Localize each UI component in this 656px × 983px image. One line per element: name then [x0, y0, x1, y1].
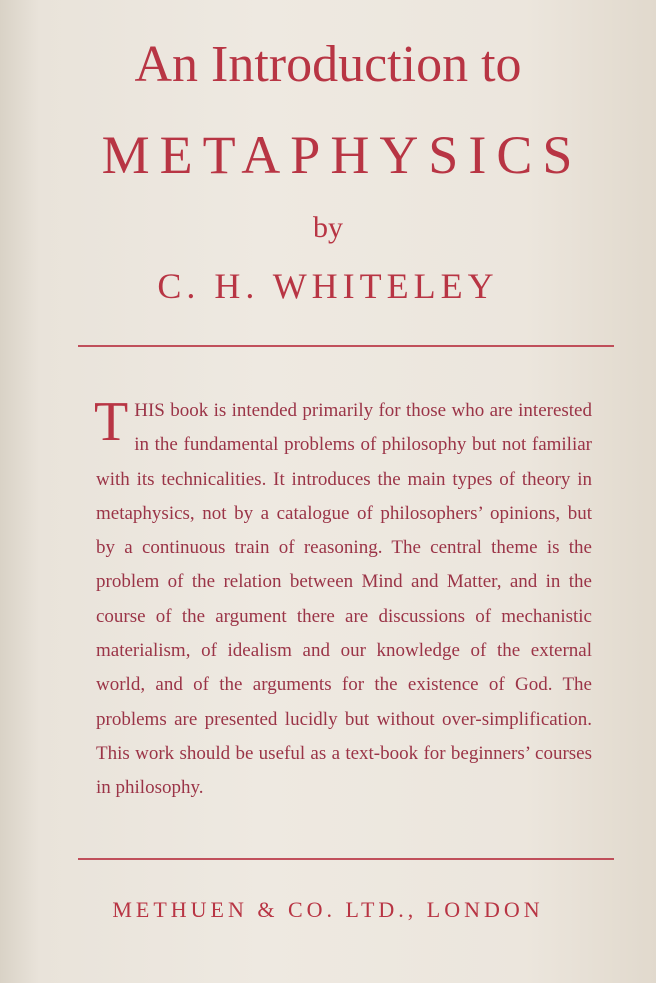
byline: by	[313, 211, 343, 244]
blurb-text: HIS book is intended primarily for those who are interested in the fundamental problems of philosophy but not familiar with its technicalities. It introduces the main types of theory in metaphysics, not by a catalogue of philosophers’ opinions, but by a continuous train of reasoning. The central theme is the problem of the relation between Mind and Matter, and in the course of the argument there are discussions of mechanistic materialism, of idealism and our knowledge of the external world, and of the arguments for the existence of God. The problems are presented lucidly but without over-simplification. This work should be useful as a text-book for beginners’ courses in philosophy.	[96, 400, 592, 799]
author-name: C. H. WHITELEY	[157, 266, 499, 306]
title-line-1: An Introduction to	[134, 36, 522, 93]
title-line-2: METAPHYSICS	[101, 125, 583, 185]
blurb-paragraph	[94, 391, 592, 806]
drop-cap: T	[94, 391, 129, 453]
top-divider	[78, 345, 614, 347]
publisher-imprint: METHUEN & CO. LTD., LONDON	[112, 897, 544, 922]
bottom-divider	[78, 858, 614, 860]
